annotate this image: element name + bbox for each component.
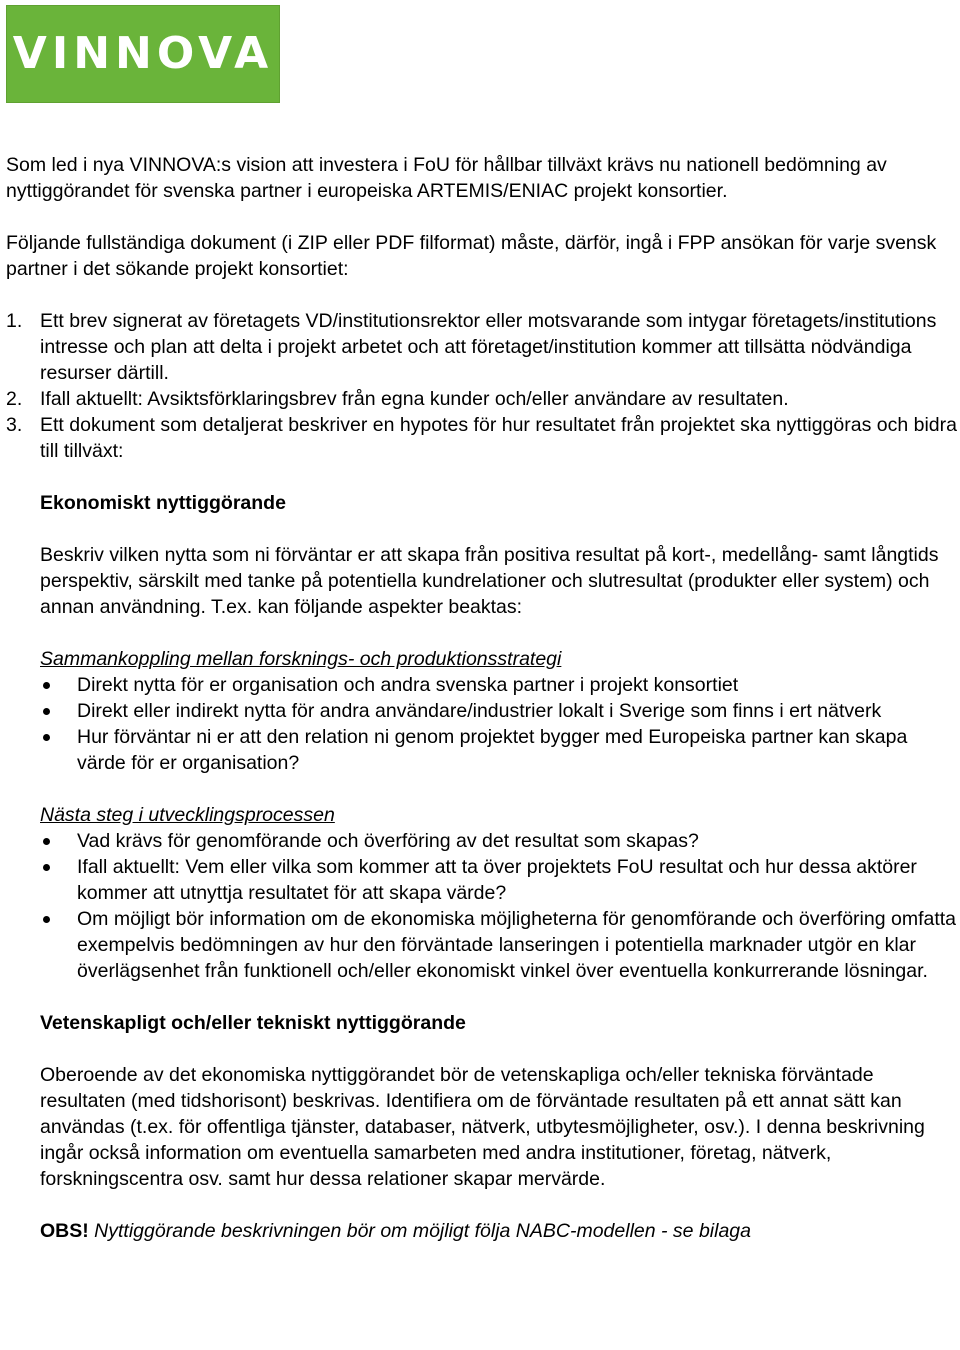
document-body	[6, 152, 960, 1244]
vinnova-logo	[6, 5, 280, 103]
bullet-item	[40, 906, 960, 984]
economic-section	[6, 490, 960, 1244]
list-number: 3.	[6, 414, 23, 436]
next-step-bullet-list	[40, 828, 960, 984]
economic-heading: Ekonomiskt nyttiggörande	[40, 492, 286, 514]
obs-label: OBS!	[40, 1220, 89, 1242]
bullet-item	[40, 854, 960, 906]
list-text: Ifall aktuellt: Avsiktsförklaringsbrev från egna kunder och/eller användare av resultaten.	[40, 388, 789, 410]
bullet-text: Vad krävs för genomförande och överföring av det resultat som skapas?	[77, 830, 699, 852]
bullet-item	[40, 724, 960, 776]
list-item	[6, 386, 960, 412]
strategy-subheading: Sammankoppling mellan forsknings- och produktionsstrategi	[40, 648, 562, 670]
intro-paragraph-2: Följande fullständiga dokument (i ZIP eller PDF filformat) måste, därför, ingå i FPP ansökan för varje svensk partner i det sökande projekt konsortiet:	[6, 232, 937, 280]
obs-note	[40, 1218, 960, 1244]
bullet-item	[40, 698, 960, 724]
economic-text: Beskriv vilken nytta som ni förväntar er att skapa från positiva resultat på kort-, medellång- samt långtids perspektiv, särskilt med tanke på potentiella kundrelationer och slutresultat (produkter eller system) och annan användning. T.ex. kan följande aspekter beaktas:	[40, 544, 939, 618]
list-number: 1.	[6, 310, 23, 332]
bullet-text: Direkt eller indirekt nytta för andra användare/industrier lokalt i Sverige som finns i ert nätverk	[77, 700, 882, 722]
list-text: Ett brev signerat av företagets VD/institutionsrektor eller motsvarande som intygar företagets/institutions intresse och plan att delta i projekt arbetet och att företaget/institution kommer att tillsätta nödvändiga resurser därtill.	[40, 310, 937, 384]
next-step-subheading: Nästa steg i utvecklingsprocessen	[40, 804, 335, 826]
list-item	[6, 308, 960, 386]
list-number: 2.	[6, 388, 23, 410]
list-text: Ett dokument som detaljerat beskriver en hypotes för hur resultatet från projektet ska nyttiggöras och bidra till tillväxt:	[40, 414, 957, 462]
list-item	[6, 412, 960, 464]
obs-text: Nyttiggörande beskrivningen bör om möjligt följa NABC-modellen - se bilaga	[88, 1220, 751, 1242]
strategy-bullet-list	[40, 672, 960, 776]
bullet-text: Ifall aktuellt: Vem eller vilka som kommer att ta över projektets FoU resultat och hur dessa aktörer kommer att utnyttja resultatet för att skapa värde?	[77, 856, 917, 904]
bullet-item	[40, 828, 960, 854]
bullet-text: Om möjligt bör information om de ekonomiska möjligheterna för genomförande och överföring omfatta exempelvis bedömningen av hur den förväntade lanseringen i potentiella marknader utgör en klar överlägsenhet från funktionell och/eller ekonomiskt vinkel över eventuella konkurrerande lösningar.	[77, 908, 957, 982]
bullet-text: Direkt nytta för er organisation och andra svenska partner i projekt konsortiet	[77, 674, 739, 696]
intro-paragraph-1: Som led i nya VINNOVA:s vision att investera i FoU för hållbar tillväxt krävs nu nationell bedömning av nyttiggörandet för svenska partner i europeiska ARTEMIS/ENIAC projekt konsortier.	[6, 154, 887, 202]
logo-text: VINNOVA	[12, 28, 274, 79]
bullet-item	[40, 672, 960, 698]
scientific-heading: Vetenskapligt och/eller tekniskt nyttiggörande	[40, 1012, 466, 1034]
bullet-text: Hur förväntar ni er att den relation ni genom projektet bygger med Europeiska partner kan skapa värde för er organisation?	[77, 726, 908, 774]
scientific-text: Oberoende av det ekonomiska nyttiggörandet bör de vetenskapliga och/eller tekniska förväntade resultaten (med tidshorisont) beskrivas. Identifiera om de förväntade resultaten på ett annat sätt kan användas (t.ex. för offentliga tjänster, databaser, nätverk, utbytesmöjligheter, osv.). I denna beskrivning ingår också information om eventuella samarbeten med andra institutioner, företag, nätverk, forskningscentra osv. samt hur dessa relationer skapar mervärde.	[40, 1064, 925, 1190]
required-documents-list	[6, 308, 960, 464]
